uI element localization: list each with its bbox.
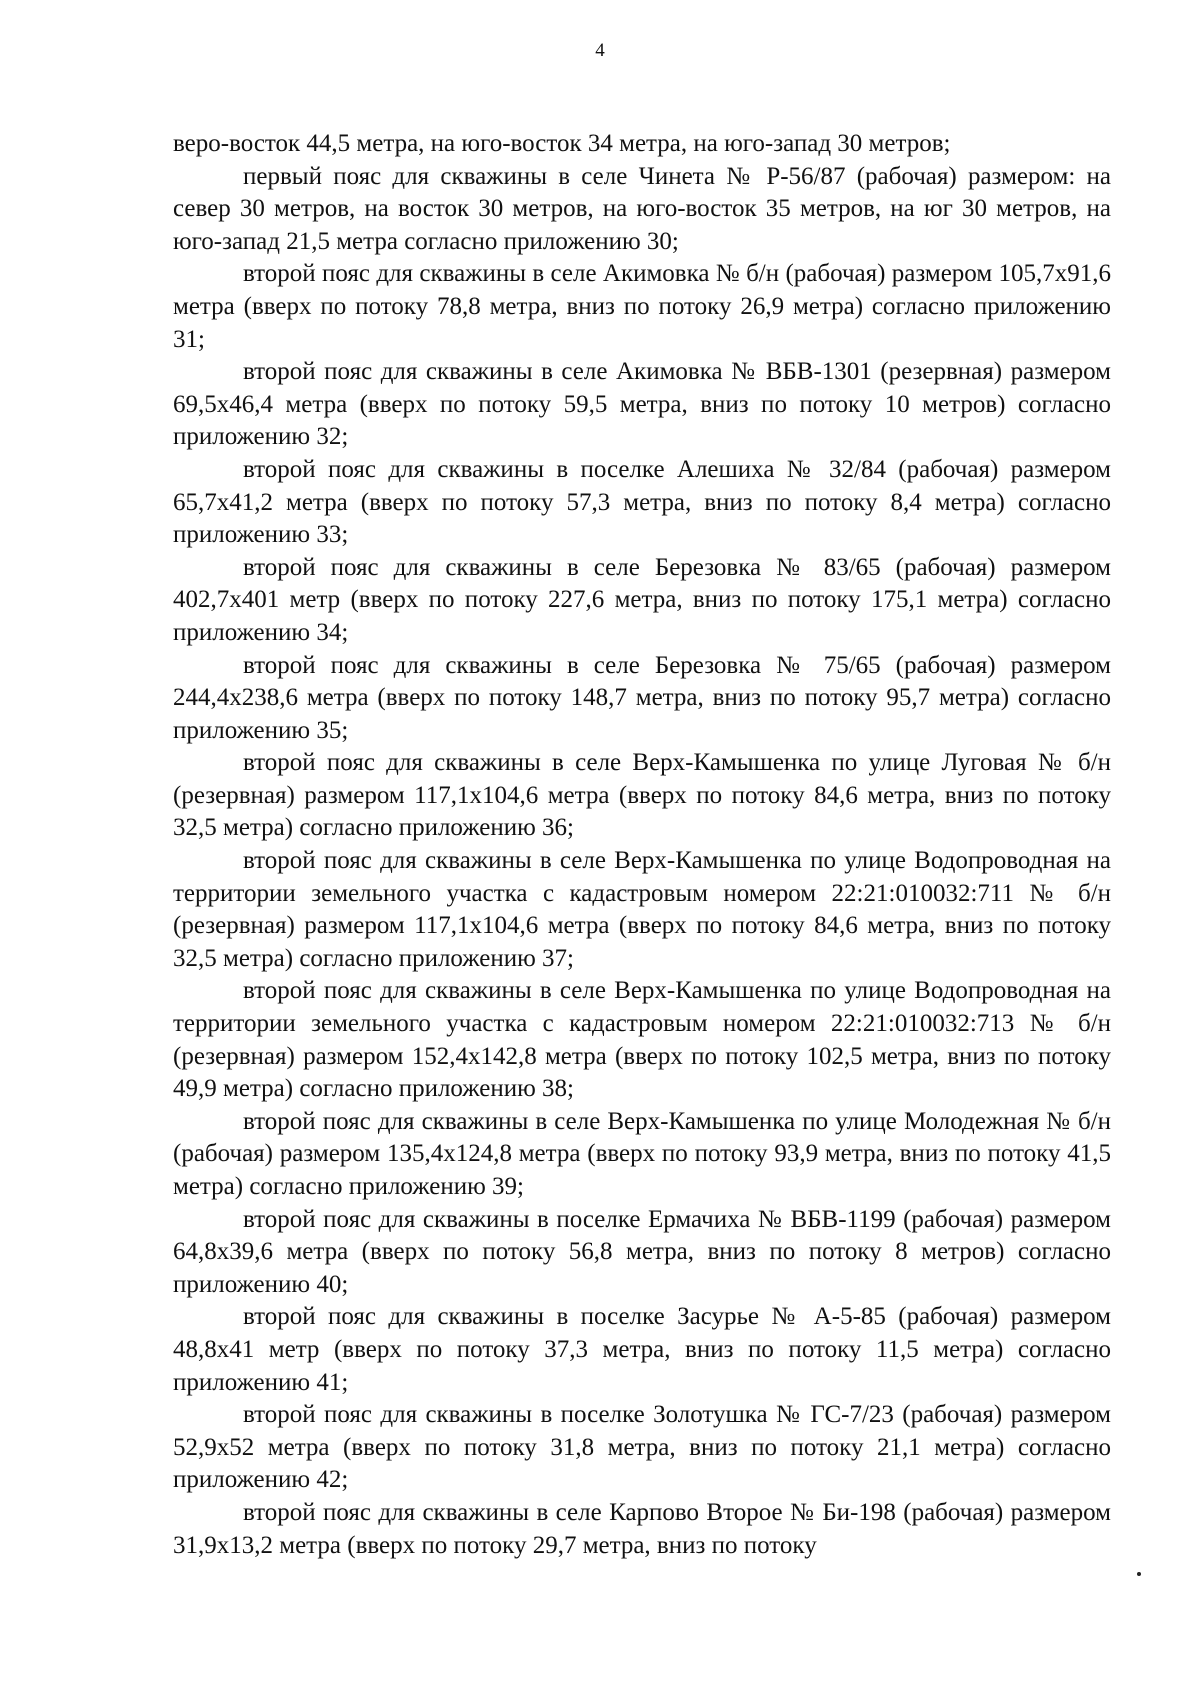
paragraph: первый пояс для скважины в селе Чинета № Р-56/87 (рабочая) размером: на север 30 метров, на восток 30 метров, на юго-восток 35 метров, на юг 30 метров, на юго-запад 21,5 метра согласно приложению 30; [173, 162, 1111, 255]
paragraph: второй пояс для скважины в поселке Золотушка № ГС-7/23 (рабочая) размером 52,9х52 метра (вверх по потоку 31,8 метра, вниз по потоку 21,1 метра) согласно приложению 42; [173, 1401, 1111, 1494]
paragraph: второй пояс для скважины в селе Верх-Камышенка по улице Водопроводная на территории земельного участка с кадастровым номером 22:21:010032:713 № б/н (резервная) размером 152,4х142,8 метра (вверх по потоку 102,5 метра, вниз по потоку 49,9 метра) согласно приложению 38; [173, 977, 1111, 1103]
paragraph: второй пояс для скважины в селе Березовка № 83/65 (рабочая) размером 402,7х401 метр (вверх по потоку 227,6 метра, вниз по потоку 175,1 метра) согласно приложению 34; [173, 553, 1111, 646]
scan-speck [1137, 1572, 1141, 1576]
paragraph: второй пояс для скважины в селе Березовка № 75/65 (рабочая) размером 244,4х238,6 метра (вверх по потоку 148,7 метра, вниз по потоку 95,7 метра) согласно приложению 35; [173, 651, 1111, 744]
paragraph: второй пояс для скважины в поселке Алешиха № 32/84 (рабочая) размером 65,7х41,2 метра (вверх по потоку 57,3 метра, вниз по потоку 8,4 метра) согласно приложению 33; [173, 455, 1111, 549]
page-number: 4 [595, 40, 605, 61]
document-body [173, 128, 1111, 1562]
paragraph: второй пояс для скважины в селе Акимовка № б/н (рабочая) размером 105,7х91,6 метра (вверх по потоку 78,8 метра, вниз по потоку 26,9 метра) согласно приложению 31; [173, 260, 1111, 353]
paragraph: второй пояс для скважины в поселке Засурье № А-5-85 (рабочая) размером 48,8х41 метр (вверх по потоку 37,3 метра, вниз по потоку 11,5 метра) согласно приложению 41; [173, 1303, 1111, 1396]
paragraph: второй пояс для скважины в селе Верх-Камышенка по улице Водопроводная на территории земельного участка с кадастровым номером 22:21:010032:711 № б/н (резервная) размером 117,1х104,6 метра (вверх по потоку 84,6 метра, вниз по потоку 32,5 метра) согласно приложению 37; [173, 847, 1111, 972]
paragraph: второй пояс для скважины в селе Верх-Камышенка по улице Луговая № б/н (резервная) размером 117,1х104,6 метра (вверх по потоку 84,6 метра, вниз по потоку 32,5 метра) согласно приложению 36; [173, 749, 1111, 842]
paragraph: второй пояс для скважины в селе Карпово Второе № Би-198 (рабочая) размером 31,9х13,2 метра (вверх по потоку 29,7 метра, вниз по потоку [173, 1498, 1111, 1559]
paragraph: второй пояс для скважины в селе Верх-Камышенка по улице Молодежная № б/н (рабочая) размером 135,4х124,8 метра (вверх по потоку 93,9 метра, вниз по потоку 41,5 метра) согласно приложению 39; [173, 1107, 1111, 1200]
paragraph: веро-восток 44,5 метра, на юго-восток 34 метра, на юго-запад 30 метров; [173, 130, 951, 157]
paragraph: второй пояс для скважины в поселке Ермачиха № ВБВ-1199 (рабочая) размером 64,8х39,6 метра (вверх по потоку 56,8 метра, вниз по потоку 8 метров) согласно приложению 40; [173, 1205, 1111, 1298]
paragraph: второй пояс для скважины в селе Акимовка № ВБВ-1301 (резервная) размером 69,5х46,4 метра (вверх по потоку 59,5 метра, вниз по потоку 10 метров) согласно приложению 32; [173, 358, 1111, 451]
